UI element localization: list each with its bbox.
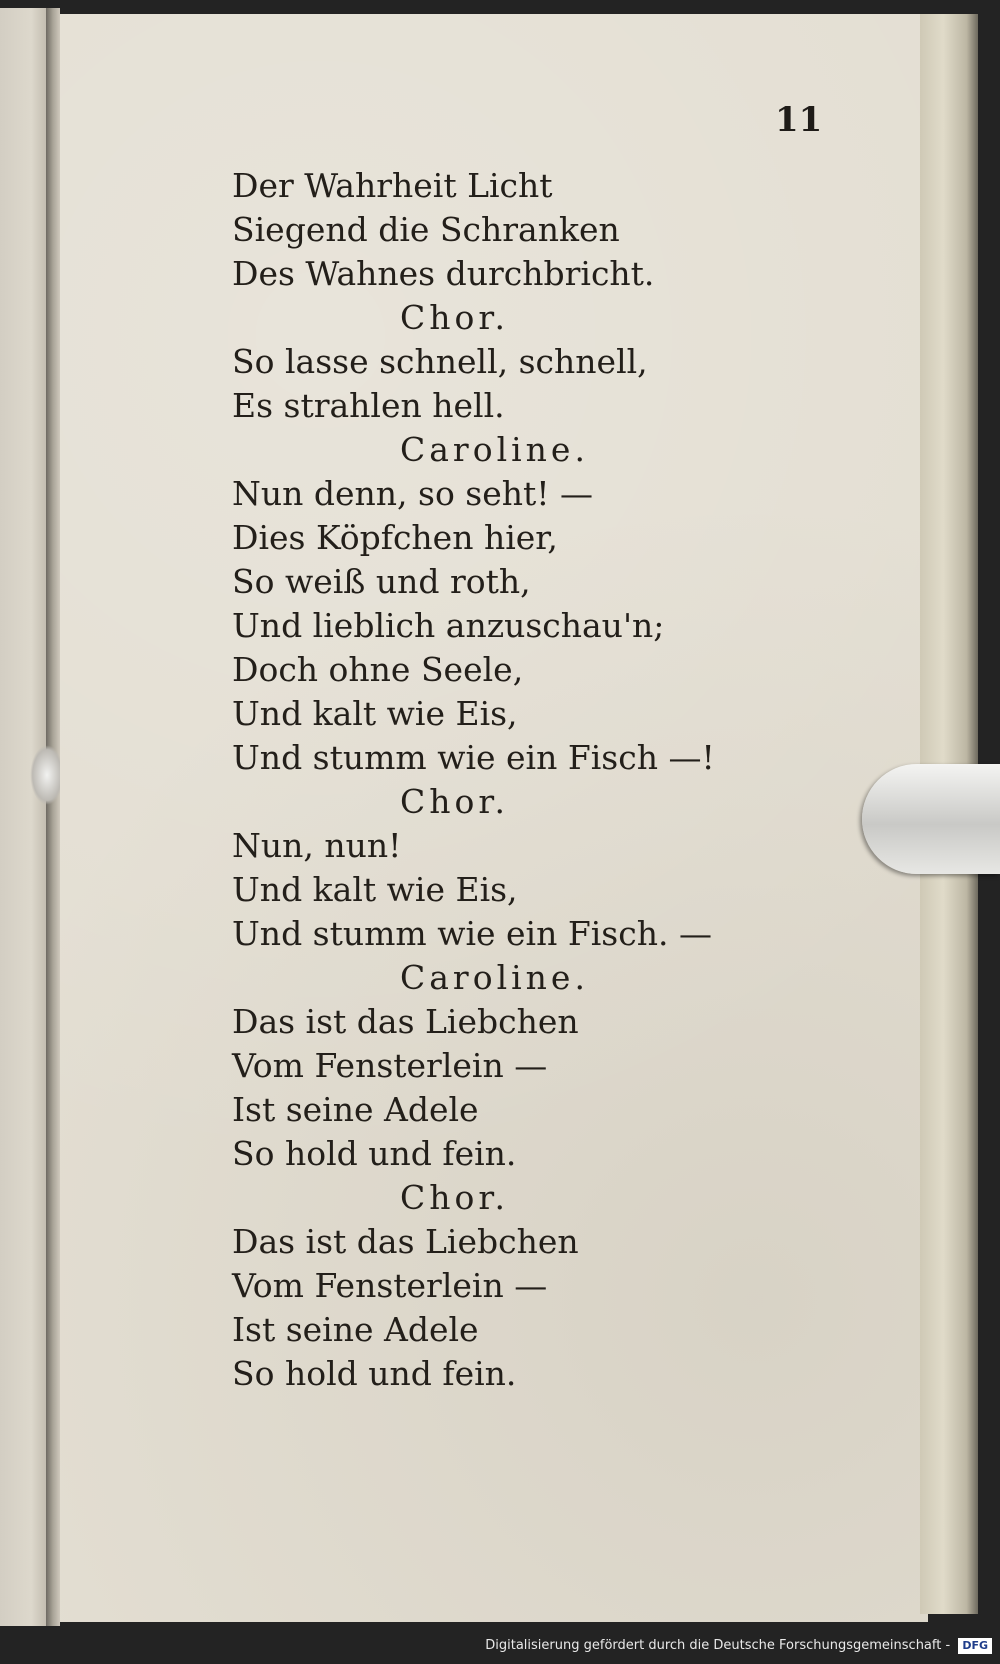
verse-line: Dies Köpfchen hier, bbox=[232, 518, 558, 557]
verse-line: Der Wahrheit Licht bbox=[232, 166, 553, 205]
verse-line: Nun, nun! bbox=[232, 826, 402, 865]
verse-line: Das ist das Liebchen bbox=[232, 1002, 579, 1041]
verse-line: Das ist das Liebchen bbox=[232, 1222, 579, 1261]
dfg-logo: DFG bbox=[958, 1638, 992, 1654]
speaker-heading: Chor. bbox=[400, 298, 510, 337]
page-number: 11 bbox=[775, 100, 823, 140]
verse-line: Es strahlen hell. bbox=[232, 386, 505, 425]
verse-text bbox=[232, 164, 832, 1396]
verse-line: So hold und fein. bbox=[232, 1354, 517, 1393]
funding-credit: Digitalisierung gefördert durch die Deutsche Forschungsgemeinschaft - bbox=[485, 1638, 951, 1653]
verse-line: Und lieblich anzuschau'n; bbox=[232, 606, 665, 645]
verse-line: So weiß und roth, bbox=[232, 562, 531, 601]
digitization-footer bbox=[485, 1630, 992, 1662]
left-page-edge bbox=[0, 8, 52, 1626]
speaker-heading: Chor. bbox=[400, 782, 510, 821]
verse-line: Doch ohne Seele, bbox=[232, 650, 524, 689]
binding-clip bbox=[30, 745, 64, 805]
book-gutter bbox=[46, 8, 60, 1626]
speaker-heading: Caroline. bbox=[400, 958, 589, 997]
verse-line: So lasse schnell, schnell, bbox=[232, 342, 648, 381]
verse-line: Und stumm wie ein Fisch —! bbox=[232, 738, 715, 777]
verse-line: Des Wahnes durchbricht. bbox=[232, 254, 655, 293]
verse-line: So hold und fein. bbox=[232, 1134, 517, 1173]
verse-line: Und kalt wie Eis, bbox=[232, 870, 518, 909]
verse-line: Vom Fensterlein — bbox=[232, 1046, 548, 1085]
page-holder-tab bbox=[862, 764, 1000, 874]
verse-line: Und kalt wie Eis, bbox=[232, 694, 518, 733]
speaker-heading: Caroline. bbox=[400, 430, 589, 469]
verse-line: Vom Fensterlein — bbox=[232, 1266, 548, 1305]
verse-line: Ist seine Adele bbox=[232, 1310, 479, 1349]
verse-line: Und stumm wie ein Fisch. — bbox=[232, 914, 712, 953]
verse-line: Siegend die Schranken bbox=[232, 210, 620, 249]
speaker-heading: Chor. bbox=[400, 1178, 510, 1217]
verse-line: Nun denn, so seht! — bbox=[232, 474, 594, 513]
verse-line: Ist seine Adele bbox=[232, 1090, 479, 1129]
